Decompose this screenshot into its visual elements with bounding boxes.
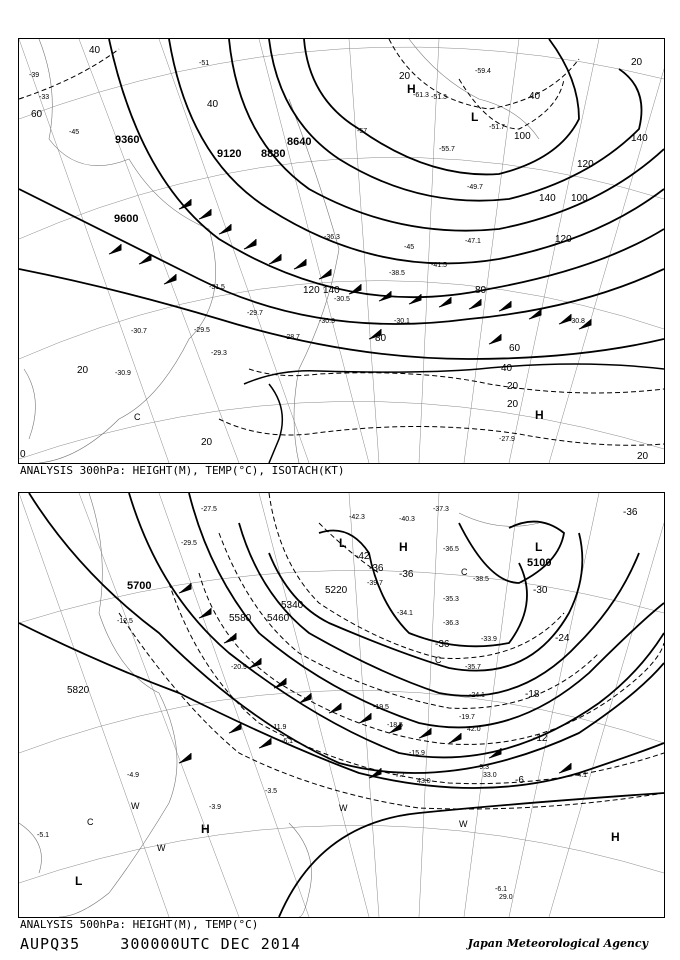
isotherm-label: -6 [515,775,524,786]
isotach-label: 120 [555,234,572,245]
station-label: -36.5 [443,546,459,553]
temp-label: -51.3 [431,94,447,101]
station-label: -36.3 [443,620,459,627]
station-label: 42.0 [467,726,481,733]
station-label: -5.1 [37,832,50,839]
station-label: -35.7 [465,664,481,671]
station-label: -4.9 [127,772,140,779]
station-label: -39.7 [367,580,383,587]
station-label: 33.0 [483,772,497,779]
temp-label: -47.1 [465,238,481,245]
station-label: -27.5 [201,506,217,513]
temp-label: -30.7 [131,328,147,335]
height-label: 9120 [217,148,242,160]
panel-300hpa-caption: ANALYSIS 300hPa: HEIGHT(M), TEMP(°C), ISOTACH(KT) [20,464,345,477]
isotherm-label: -36 [399,569,414,580]
high-center: H [611,830,620,844]
temp-label: -28.7 [284,334,300,341]
temp-label: -45 [404,244,415,251]
temp-label: -30.8 [569,318,585,325]
temp-label: -29.7 [247,310,263,317]
height-label: 5460 [267,613,290,624]
station-label: -19.5 [373,704,389,711]
station-label: -24.1 [469,692,485,699]
map-500hpa-svg [19,493,664,917]
height-label: 5820 [67,685,90,696]
temp-label: -30.9 [115,370,131,377]
station-label: -4.1 [575,772,588,779]
temp-label: -30.1 [394,318,410,325]
cold-center: C [134,412,141,422]
chart-code-datetime: AUPQ35 300000UTC DEC 2014 [20,935,301,953]
height-contours [19,39,664,359]
station-labels [37,506,587,901]
isotach-solid [244,364,664,463]
height-label: 5340 [281,600,304,611]
station-label: -6.1 [281,738,294,745]
isotach-label: 140 [539,193,556,204]
isotach-label: 100 [514,131,531,142]
isotach-label: 140 [323,285,340,296]
station-label: -42.3 [349,514,365,521]
high-center: H [535,408,544,422]
temp-label: -30.3 [319,318,335,325]
warm-center: W [157,843,166,853]
temp-label: -39 [29,72,40,79]
height-label: 8880 [261,148,286,160]
cold-center: C [87,817,94,827]
height-label: 9600 [114,213,139,225]
height-label: 9360 [115,134,140,146]
temp-label: -27.9 [499,436,515,443]
isotach-label: 80 [475,285,487,296]
warm-center: W [131,801,140,811]
station-label: -11.9 [271,724,287,731]
isotherm-label: -36 [369,563,384,574]
station-label: -20.9 [231,664,247,671]
isotherm-label: -42 [355,551,370,562]
height-label: 5220 [325,585,348,596]
cold-center: C [461,567,468,577]
isotach-label: 120 [577,159,594,170]
temp-label: -29.5 [194,327,210,334]
cold-center: C [435,655,442,665]
coastline [19,493,539,917]
isotach-label: 20 [631,57,643,68]
isotherm-label: -36 [435,639,450,650]
station-label: -38.5 [473,576,489,583]
isotach-label: 40 [207,99,219,110]
temp-label: -45 [69,129,80,136]
temp-label: -38.5 [389,270,405,277]
temp-label: -31.5 [209,284,225,291]
station-label: -12.5 [117,618,133,625]
station-label: 29.0 [499,894,513,901]
temp-label: -49.7 [467,184,483,191]
station-label: -40.3 [399,516,415,523]
agency-credit: Japan Meteorological Agency [467,937,648,950]
isotach-label: 40 [529,91,541,102]
station-label: -9.3 [477,764,490,771]
station-label: -3.5 [265,788,278,795]
map-300hpa-svg [19,39,664,463]
isotach-label: 20 [201,437,213,448]
isotherm-label: -24 [555,633,570,644]
low-center: L [471,110,479,124]
isotach-label: 20 [507,399,519,410]
isotach-label: 120 [303,285,320,296]
station-label: -34.1 [397,610,413,617]
height-label: 5100 [527,557,552,569]
low-center: L [339,536,347,550]
temperature-contours [119,493,664,809]
station-label: 43.0 [417,778,431,785]
height-label: 5700 [127,580,152,592]
temp-label: -41.5 [431,262,447,269]
temp-label: -57 [357,128,368,135]
temp-label: -51 [199,60,210,67]
height-label: 8640 [287,136,312,148]
map-panel-300hpa [18,38,665,464]
isotach-label: 0 [20,449,26,460]
high-center: H [399,540,408,554]
station-label: -7.7 [393,772,406,779]
isotherm-label: -18 [525,689,540,700]
high-center: H [407,82,416,96]
temp-label: -59.4 [475,68,491,75]
isotach-label: 20 [77,365,89,376]
low-center: L [75,874,83,888]
isotach-label: 20 [637,451,649,462]
panel-500hpa-caption: ANALYSIS 500hPa: HEIGHT(M), TEMP(°C) [20,918,259,931]
isotherm-label: -36 [623,507,638,518]
temp-label: -36.3 [324,234,340,241]
isotach-label: 60 [31,109,43,120]
height-label: 5580 [229,613,252,624]
temp-label: -33 [39,94,50,101]
isotach-label: 80 [375,333,387,344]
station-label: -33.9 [481,636,497,643]
isotach-label: 20 [399,71,411,82]
isotach-label: 100 [571,193,588,204]
station-label: -35.3 [443,596,459,603]
station-label: -29.5 [181,540,197,547]
warm-center: W [339,803,348,813]
isotach-label: 140 [631,133,648,144]
temp-label: -55.7 [439,146,455,153]
isotach-label: 40 [89,45,101,56]
station-label: -6.1 [495,886,508,893]
temp-label: -29.3 [211,350,227,357]
temp-label: -51.7 [489,124,505,131]
station-label: -15.9 [409,750,425,757]
low-center: L [535,540,543,554]
station-label: -18.5 [387,722,403,729]
isotherm-label: -12 [533,733,548,744]
station-label: -19.7 [459,714,475,721]
map-panel-500hpa [18,492,665,918]
temp-label: -30.5 [334,296,350,303]
station-label: -3.9 [209,804,222,811]
warm-center: W [459,819,468,829]
temp-label: -61.3 [413,92,429,99]
isotach-label: 40 [501,363,513,374]
isotach-label: 20 [507,381,519,392]
station-label: -37.3 [433,506,449,513]
isotach-label: 60 [509,343,521,354]
high-center: H [201,822,210,836]
isotherm-label: -30 [533,585,548,596]
